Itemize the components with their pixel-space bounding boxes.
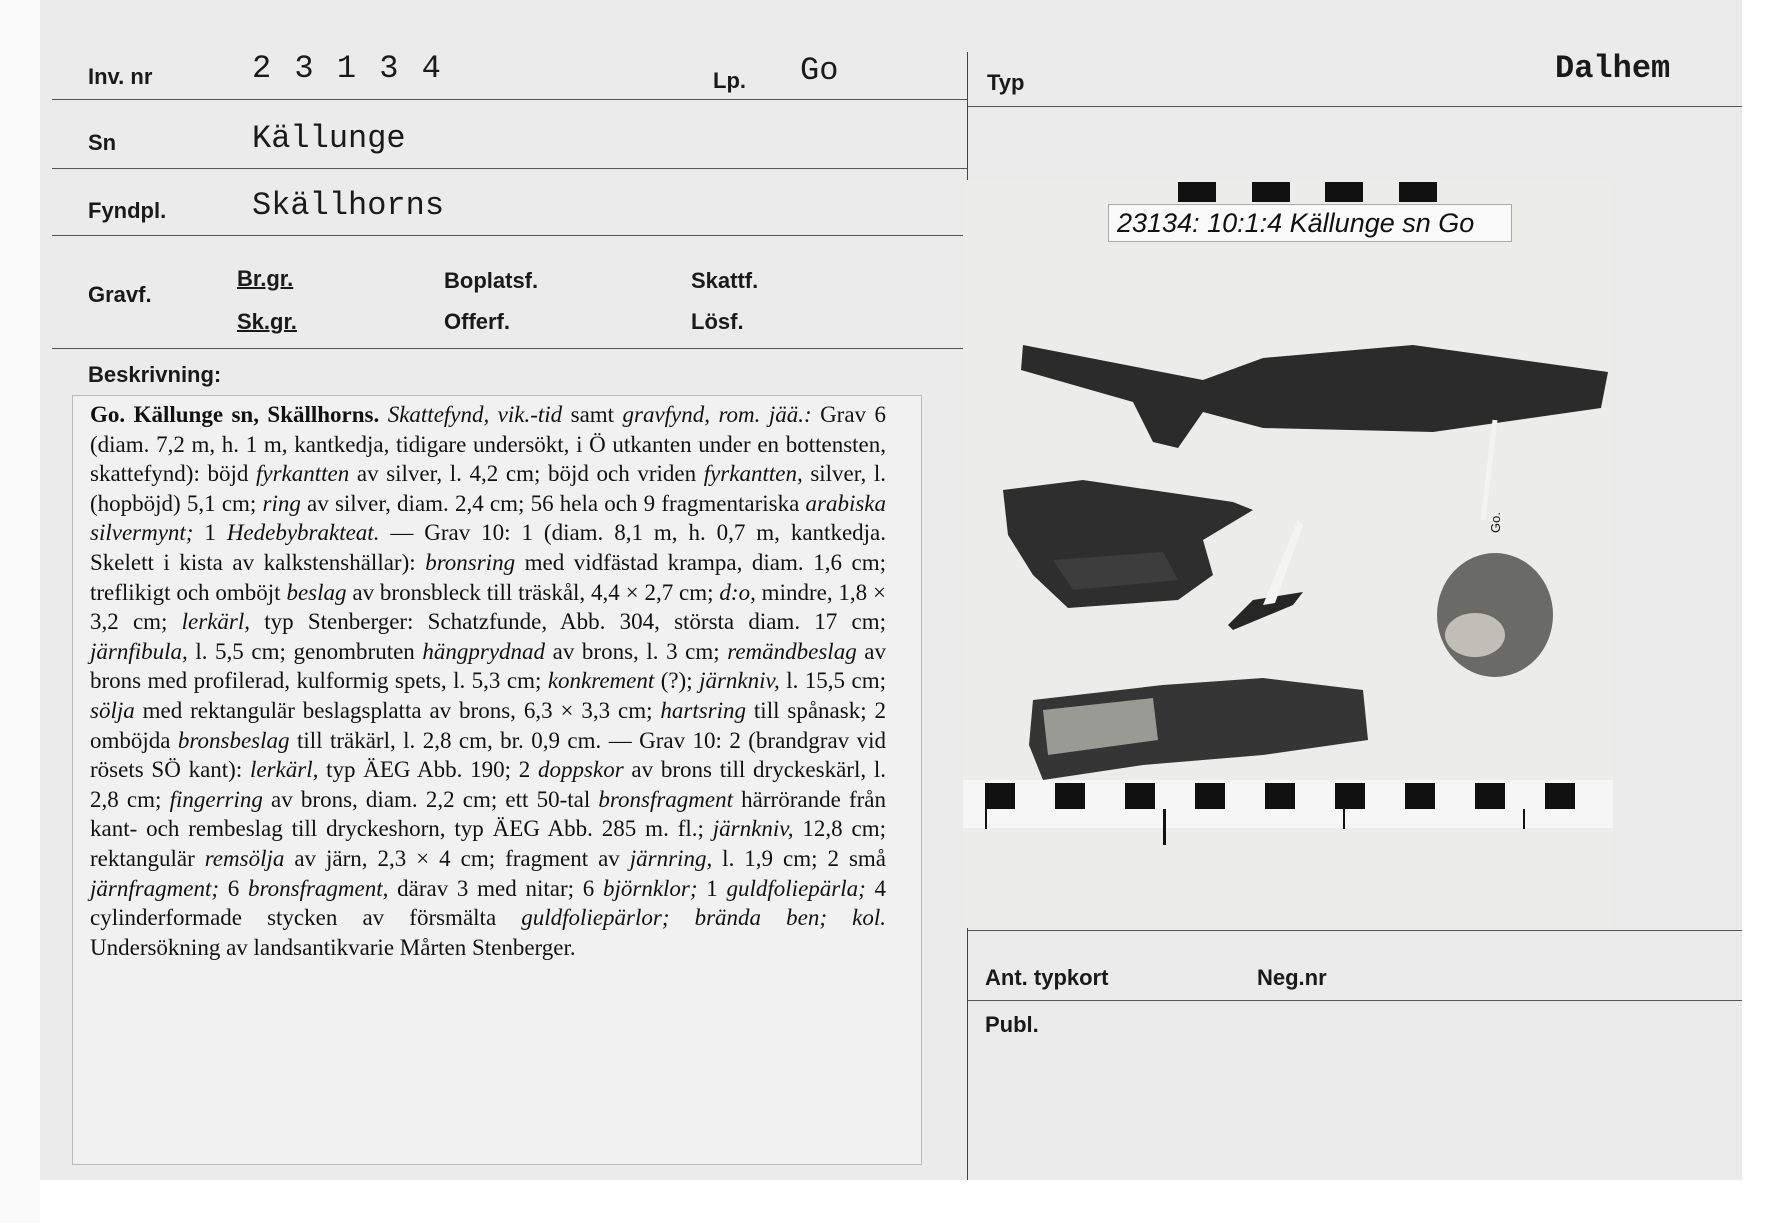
concretion-lump	[1437, 553, 1553, 677]
rule-row-2	[52, 168, 967, 169]
description-run: (?);	[654, 668, 700, 694]
scan-left-edge	[0, 0, 40, 1223]
description-run: Hedebybrakteat.	[226, 520, 380, 546]
description-run: guldfoliepärla;	[726, 875, 866, 901]
rule-typ	[968, 106, 1742, 107]
description-run: järnfragment;	[90, 875, 220, 901]
description-run: bronsfragment	[598, 786, 734, 812]
description-run: fyrkantten	[256, 461, 350, 487]
sk-gr-label: Sk.gr.	[237, 309, 297, 334]
fyndpl-value: Skällhorns	[252, 187, 445, 224]
description-run: silver, l. (hopböjd) 5,1 cm;	[90, 461, 887, 516]
description-run: härrörande från kant- och rembeslag till dryckeshorn, typ ÄEG Abb. 285 m. fl.;	[90, 786, 886, 842]
offerf-label: Offerf.	[444, 309, 510, 334]
description-run: järnkniv,	[712, 816, 794, 842]
description-run: järnring,	[629, 845, 713, 871]
description-text	[90, 400, 886, 962]
scan-right-edge	[1742, 0, 1782, 1223]
description-run: ring	[262, 490, 301, 516]
description-run: 4 cylinderformade stycken av försmälta	[90, 875, 887, 931]
description-run: järnkniv,	[699, 668, 780, 694]
description-run: av silver, diam. 2,4 cm; 56 hela och 9 fragmentariska	[300, 490, 806, 516]
description-run: av silver, l. 4,2 cm; böjd och vriden	[349, 461, 704, 487]
boplatsf-label: Boplatsf.	[444, 268, 539, 293]
losf-label: Lösf.	[691, 309, 744, 334]
lp-value: Go	[800, 52, 839, 89]
description-run: av brons, diam. 2,2 cm; ett 50-tal	[262, 786, 599, 812]
description-run: av brons, l. 3 cm;	[545, 638, 728, 664]
typ-value: Dalhem	[1555, 50, 1671, 87]
description-run: fingerring	[169, 786, 263, 812]
description-run: typ Stenberger: Schatzfunde, Abb. 304, största diam. 17 cm;	[250, 609, 886, 635]
description-run: med vidfästad krampa, diam. 1,6 cm; treflikigt och omböjt	[90, 549, 886, 605]
artifact-photo	[963, 180, 1613, 928]
description-run: därav 3 med nitar; 6	[388, 875, 603, 901]
description-run: hartsring	[660, 697, 747, 723]
description-run: Undersökning av landsantikvarie Mårten Stenberger.	[90, 934, 576, 960]
description-run: gravfynd, rom. jää.:	[622, 402, 812, 427]
description-run: guldfoliepärlor; brända ben; kol.	[521, 905, 886, 931]
description-run: järnfibula,	[90, 638, 188, 664]
description-run: remsölja	[204, 845, 285, 871]
description-run: sölja	[90, 697, 135, 723]
description-run: bronsbeslag	[177, 727, 290, 753]
description-run: lerkärl,	[181, 609, 251, 635]
fyndpl-label: Fyndpl.	[88, 198, 167, 223]
description-run: Skattefynd, vik.-tid	[387, 402, 563, 427]
top-scale-bar	[1178, 182, 1437, 202]
description-run: l. 5,5 cm; genombruten	[187, 638, 423, 664]
ant-typkort-label: Ant. typkort	[985, 965, 1109, 990]
description-run: samt	[562, 402, 623, 427]
rule-row-3	[52, 235, 967, 236]
description-run: med rektangulär beslagsplatta av brons, 6,3 × 3,3 cm;	[134, 697, 661, 723]
gravf-label: Gravf.	[88, 282, 152, 307]
skattf-label: Skattf.	[691, 268, 759, 293]
neg-nr-label: Neg.nr	[1257, 965, 1327, 990]
description-run: Go. Källunge sn, Skällhorns.	[90, 402, 380, 427]
description-run: 6	[219, 875, 249, 901]
inv-nr-label: Inv. nr	[88, 64, 153, 89]
description-run: hängprydnad	[422, 638, 546, 664]
description-run: bronsring	[425, 549, 516, 575]
br-gr-label: Br.gr.	[237, 266, 294, 291]
iron-knife-fragment	[1021, 345, 1608, 448]
typ-label: Typ	[987, 70, 1025, 95]
description-run: bronsfragment,	[248, 875, 389, 901]
description-run: lerkärl,	[249, 757, 319, 783]
lp-label: Lp.	[713, 68, 746, 93]
description-run: 1	[697, 875, 727, 901]
description-run: beslag	[286, 579, 347, 605]
scan-bottom-edge	[40, 1180, 1782, 1223]
description-run: konkrement	[547, 668, 655, 694]
description-run: av brons till dryckeskärl, l. 2,8 cm;	[90, 757, 886, 812]
description-run: Grav 6 (diam. 7,2 m, h. 1 m, kantkedja, tidigare undersökt, i Ö utkanten under en bottensten, skattefynd): böjd	[90, 402, 886, 487]
description-run: björnklor;	[602, 875, 698, 901]
description-run: av järn, 2,3 × 4 cm; fragment av	[284, 845, 630, 871]
description-run: till träkärl, l. 2,8 cm, br. 0,9 cm. — Grav 10: 2 (brandgrav vid rösets SÖ kant):	[90, 727, 886, 783]
description-run: remändbeslag	[727, 638, 857, 664]
description-run: 12,8 cm; rektangulär	[90, 816, 886, 871]
description-run: typ ÄEG Abb. 190; 2	[318, 757, 539, 783]
description-run: 1	[193, 520, 227, 546]
publ-label: Publ.	[985, 1012, 1039, 1037]
description-run: doppskor	[538, 757, 624, 783]
iron-block-fragment	[1003, 480, 1253, 608]
description-run: till spånask; 2 omböjda	[90, 697, 886, 753]
rule-row-1	[52, 99, 967, 100]
description-run: av bronsbleck till träskål, 4,4 × 2,7 cm;	[346, 579, 720, 605]
artifact-photo-drawing	[963, 180, 1613, 928]
rule-footer-top	[968, 930, 1742, 931]
description-run: av brons med profilerad, kulformig spets, l. 5,3 cm;	[90, 638, 886, 694]
rule-footer-mid	[968, 1000, 1742, 1001]
description-run: d:o,	[719, 579, 756, 605]
description-run: l. 15,5 cm;	[779, 668, 886, 694]
photo-caption-label: 23134: 10:1:4 Källunge sn Go	[1108, 204, 1512, 242]
description-run	[379, 402, 387, 427]
description-run: mindre, 1,8 × 3,2 cm;	[90, 579, 887, 635]
description-run: arabiska silvermynt;	[90, 490, 886, 546]
beskrivning-label: Beskrivning:	[88, 362, 222, 387]
description-run: fyrkantten,	[703, 461, 803, 487]
inv-nr-value: 2 3 1 3 4	[252, 50, 443, 87]
description-run: l. 1,9 cm; 2 små	[712, 845, 886, 871]
description-run: — Grav 10: 1 (diam. 8,1 m, h. 0,7 m, kantkedja. Skelett i kista av kalkstenshällar):	[90, 520, 887, 575]
photo-scale-tag: Go.	[1487, 512, 1503, 533]
sn-label: Sn	[88, 130, 117, 155]
sn-value: Källunge	[252, 120, 406, 157]
rule-row-4	[52, 348, 967, 349]
